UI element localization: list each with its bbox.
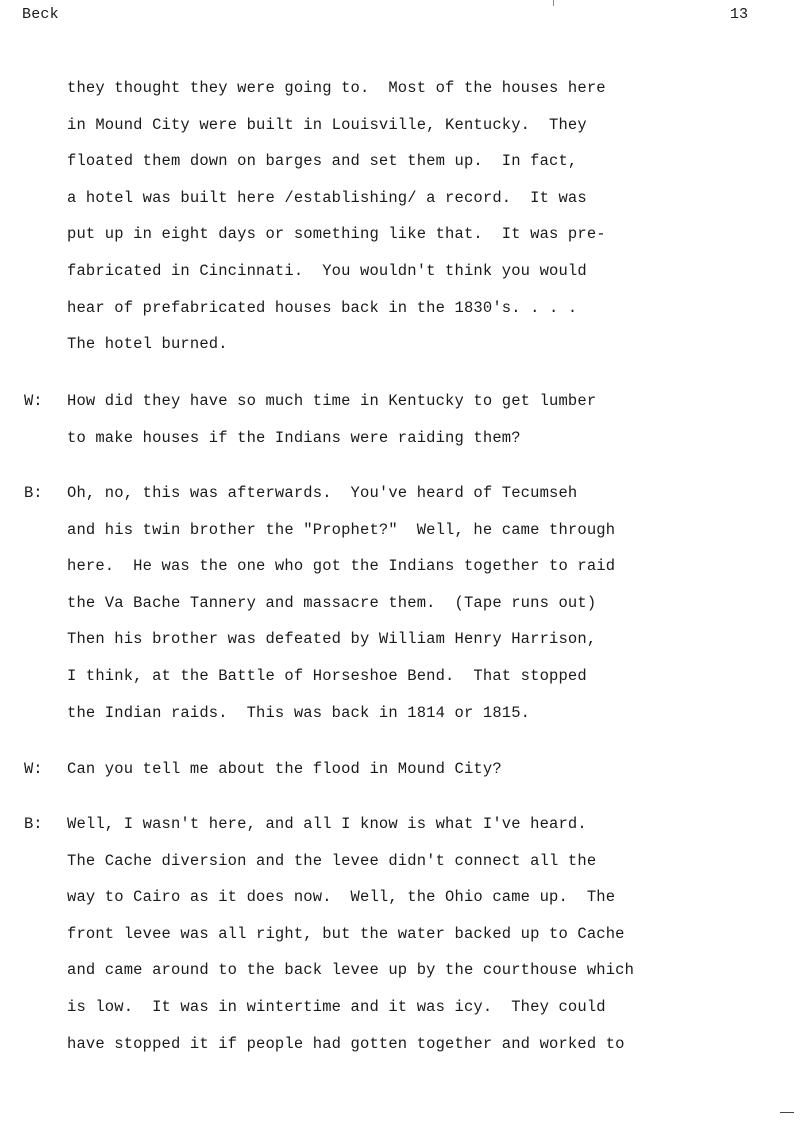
speaker-label: W:	[24, 760, 43, 778]
speaker-label: B:	[24, 484, 43, 502]
header-page-number: 13	[730, 6, 749, 23]
text-line: to make houses if the Indians were raiding them?	[67, 428, 521, 447]
text-line: The Cache diversion and the levee didn't connect all the	[67, 851, 597, 870]
text-line: a hotel was built here /establishing/ a record. It was	[67, 188, 587, 207]
text-line: front levee was all right, but the water backed up to Cache	[67, 924, 625, 943]
text-line: hear of prefabricated houses back in the 1830's. . . .	[67, 298, 578, 317]
text-line: The hotel burned.	[67, 335, 228, 354]
text-line: the Va Bache Tannery and massacre them. (Tape runs out)	[67, 593, 597, 612]
text-line: and came around to the back levee up by the courthouse which	[67, 961, 635, 980]
text-line: floated them down on barges and set them up. In fact,	[67, 152, 578, 171]
paragraph-lines	[67, 806, 787, 1062]
text-line: they thought they were going to. Most of the houses here	[67, 79, 606, 97]
text-line: Can you tell me about the flood in Mound City?	[67, 760, 502, 778]
text-line: is low. It was in wintertime and it was icy. They could	[67, 997, 606, 1016]
text-line: the Indian raids. This was back in 1814 or 1815.	[67, 703, 531, 722]
speaker-label: B:	[24, 815, 43, 833]
paragraph-lines	[67, 383, 787, 456]
scan-mark	[780, 1112, 794, 1113]
header-interviewee-name: Beck	[22, 6, 59, 23]
text-line: How did they have so much time in Kentucky to get lumber	[67, 392, 597, 410]
text-line: in Mound City were built in Louisville, Kentucky. They	[67, 115, 587, 134]
text-line: Well, I wasn't here, and all I know is what I've heard.	[67, 815, 587, 833]
text-line: I think, at the Battle of Horseshoe Bend. That stopped	[67, 666, 587, 685]
text-line: fabricated in Cincinnati. You wouldn't think you would	[67, 261, 587, 280]
paragraph-lines	[67, 70, 787, 363]
scan-mark	[553, 0, 554, 6]
paragraph-lines	[67, 751, 787, 788]
text-line: put up in eight days or something like that. It was pre-	[67, 225, 606, 244]
text-line: Then his brother was defeated by William Henry Harrison,	[67, 630, 597, 649]
text-line: here. He was the one who got the Indians together to raid	[67, 557, 616, 576]
text-line: and his twin brother the "Prophet?" Well, he came through	[67, 520, 616, 539]
text-line: way to Cairo as it does now. Well, the Ohio came up. The	[67, 888, 616, 907]
text-line: have stopped it if people had gotten together and worked to	[67, 1034, 625, 1053]
text-line: Oh, no, this was afterwards. You've heard of Tecumseh	[67, 484, 578, 502]
speaker-label: W:	[24, 392, 43, 410]
paragraph-lines	[67, 475, 787, 731]
